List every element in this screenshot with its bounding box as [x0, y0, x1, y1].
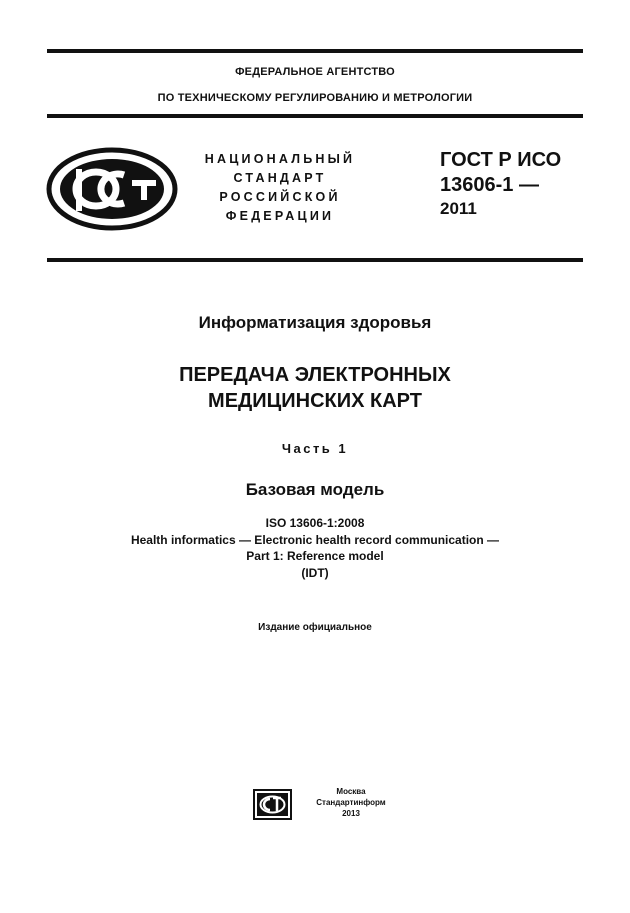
designation-line-1: ГОСТ Р ИСО: [440, 149, 562, 171]
publisher-block: [310, 786, 392, 819]
iso-reference-line-3: Part 1: Reference model: [246, 549, 384, 563]
standard-designation: [440, 148, 561, 220]
iso-reference: [0, 515, 630, 581]
standartinform-logo: [253, 789, 292, 820]
main-title-line-2: МЕДИЦИНСКИХ КАРТ: [208, 390, 422, 412]
main-title-line-1: ПЕРЕДАЧА ЭЛЕКТРОННЫХ: [179, 364, 451, 386]
iso-reference-line-1: ISO 13606-1:2008: [265, 516, 365, 530]
national-standard-line-3: РОССИЙСКОЙ: [219, 190, 341, 204]
agency-line-2: ПО ТЕХНИЧЕСКОМУ РЕГУЛИРОВАНИЮ И МЕТРОЛОГИИ: [157, 92, 473, 104]
national-standard-line-2: СТАНДАРТ: [233, 171, 327, 185]
publisher-name: Стандартинформ: [316, 798, 386, 807]
rst-certification-logo: [46, 147, 178, 231]
title-block-rule: [47, 258, 583, 262]
national-standard-line-4: ФЕДЕРАЦИИ: [225, 209, 335, 223]
part-label: Часть 1: [281, 441, 349, 456]
edition-note: Издание официальное: [258, 622, 372, 633]
main-title: [0, 362, 630, 414]
series-title: Информатизация здоровья: [198, 313, 432, 332]
publisher-year: 2013: [342, 809, 360, 818]
subtitle: Базовая модель: [245, 480, 385, 499]
designation-year: 2011: [440, 199, 477, 218]
top-rule: [47, 49, 583, 53]
iso-reference-line-2: Health informatics — Electronic health record communication —: [130, 532, 500, 547]
national-standard-label: [190, 150, 370, 226]
designation-line-2: 13606-1 —: [440, 174, 539, 196]
agency-line-1: ФЕДЕРАЛЬНОЕ АГЕНТСТВО: [235, 66, 395, 78]
header-bottom-rule: [47, 114, 583, 118]
national-standard-line-1: НАЦИОНАЛЬНЫЙ: [204, 152, 356, 166]
publisher-city: Москва: [336, 787, 366, 796]
iso-reference-line-4: (IDT): [301, 565, 329, 580]
